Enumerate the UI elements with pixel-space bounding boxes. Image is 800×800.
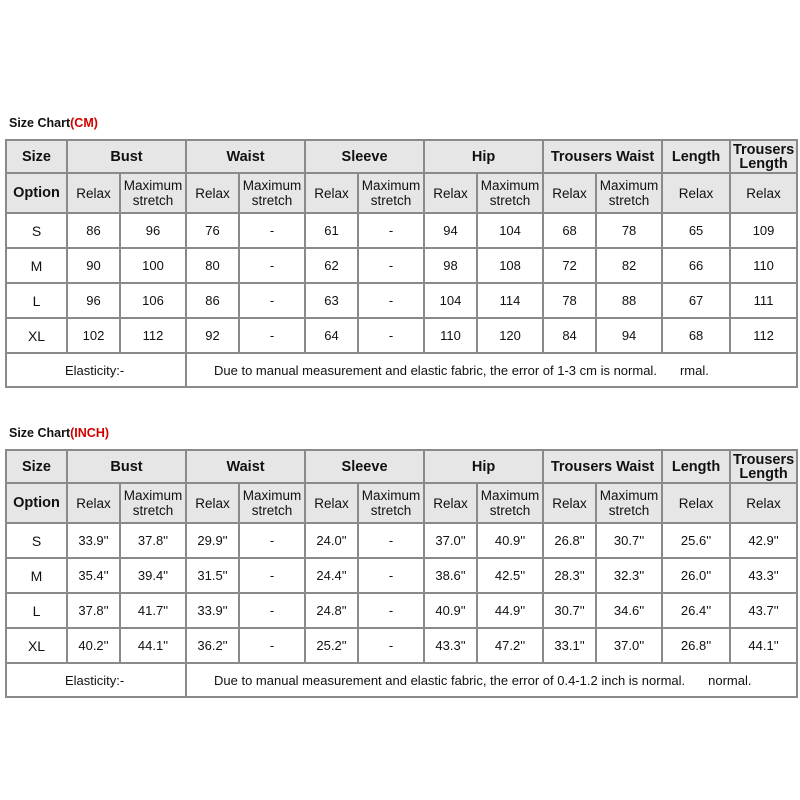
value-cell: - bbox=[358, 628, 424, 663]
sub-header: Relax bbox=[543, 173, 596, 213]
table-row bbox=[6, 318, 797, 353]
footer-note bbox=[186, 353, 797, 387]
size-header: Size bbox=[6, 450, 67, 483]
group-header: Trousers Length bbox=[730, 450, 797, 483]
group-header: Bust bbox=[67, 450, 186, 483]
sub-header: Relax bbox=[186, 483, 239, 523]
value-cell: 38.6'' bbox=[424, 558, 477, 593]
value-cell: 42.5'' bbox=[477, 558, 543, 593]
option-header: Option bbox=[6, 173, 67, 213]
value-cell: 44.1'' bbox=[120, 628, 186, 663]
value-cell: 84 bbox=[543, 318, 596, 353]
header-row-options bbox=[6, 173, 797, 213]
value-cell: 24.4'' bbox=[305, 558, 358, 593]
footer-note-text: Due to manual measurement and elastic fabric, the error of 0.4-1.2 inch is normal. bbox=[214, 672, 686, 688]
value-cell: 40.2'' bbox=[67, 628, 120, 663]
value-cell: 35.4'' bbox=[67, 558, 120, 593]
size-cell: XL bbox=[6, 318, 67, 353]
value-cell: 110 bbox=[730, 248, 797, 283]
sub-header: Maximum stretch bbox=[239, 483, 305, 523]
sub-header: Relax bbox=[424, 173, 477, 213]
size-cell: S bbox=[6, 523, 67, 558]
table-row bbox=[6, 593, 797, 628]
group-header: Length bbox=[662, 140, 730, 173]
footer-note-tail: normal. bbox=[708, 672, 752, 688]
value-cell: 37.8'' bbox=[67, 593, 120, 628]
value-cell: 94 bbox=[424, 213, 477, 248]
value-cell: 30.7'' bbox=[596, 523, 662, 558]
sub-header: Relax bbox=[305, 173, 358, 213]
value-cell: 33.9'' bbox=[186, 593, 239, 628]
value-cell: - bbox=[239, 318, 305, 353]
sub-header: Relax bbox=[543, 483, 596, 523]
group-header: Waist bbox=[186, 140, 305, 173]
group-header: Sleeve bbox=[305, 140, 424, 173]
value-cell: 110 bbox=[424, 318, 477, 353]
sub-header: Relax bbox=[730, 173, 797, 213]
chart-title bbox=[9, 116, 98, 130]
value-cell: 82 bbox=[596, 248, 662, 283]
value-cell: - bbox=[239, 628, 305, 663]
footer-note bbox=[186, 663, 797, 697]
table-row bbox=[6, 213, 797, 248]
size-cell: M bbox=[6, 248, 67, 283]
value-cell: - bbox=[358, 213, 424, 248]
value-cell: - bbox=[358, 593, 424, 628]
group-header: Trousers Waist bbox=[543, 450, 662, 483]
value-cell: 114 bbox=[477, 283, 543, 318]
size-header: Size bbox=[6, 140, 67, 173]
group-header: Trousers Length bbox=[730, 140, 797, 173]
value-cell: 33.1'' bbox=[543, 628, 596, 663]
sub-header: Maximum stretch bbox=[358, 173, 424, 213]
sub-header: Maximum stretch bbox=[477, 483, 543, 523]
value-cell: 43.3'' bbox=[424, 628, 477, 663]
value-cell: - bbox=[239, 248, 305, 283]
value-cell: 78 bbox=[596, 213, 662, 248]
header-row-options bbox=[6, 483, 797, 523]
chart-title-unit: (INCH) bbox=[70, 426, 110, 440]
group-header: Length bbox=[662, 450, 730, 483]
value-cell: 102 bbox=[67, 318, 120, 353]
value-cell: 78 bbox=[543, 283, 596, 318]
size-cell: S bbox=[6, 213, 67, 248]
value-cell: 31.5'' bbox=[186, 558, 239, 593]
value-cell: 90 bbox=[67, 248, 120, 283]
value-cell: 28.3'' bbox=[543, 558, 596, 593]
value-cell: 65 bbox=[662, 213, 730, 248]
table-row bbox=[6, 523, 797, 558]
value-cell: - bbox=[239, 213, 305, 248]
footer-row bbox=[6, 663, 797, 697]
chart-title-prefix: Size Chart bbox=[9, 116, 71, 130]
value-cell: 44.1'' bbox=[730, 628, 797, 663]
value-cell: 30.7'' bbox=[543, 593, 596, 628]
value-cell: 86 bbox=[186, 283, 239, 318]
value-cell: 25.2'' bbox=[305, 628, 358, 663]
value-cell: 34.6'' bbox=[596, 593, 662, 628]
value-cell: 92 bbox=[186, 318, 239, 353]
value-cell: 68 bbox=[662, 318, 730, 353]
value-cell: 32.3'' bbox=[596, 558, 662, 593]
size-table bbox=[5, 139, 798, 388]
value-cell: 104 bbox=[477, 213, 543, 248]
value-cell: 108 bbox=[477, 248, 543, 283]
value-cell: 66 bbox=[662, 248, 730, 283]
sub-header: Maximum stretch bbox=[120, 483, 186, 523]
value-cell: 109 bbox=[730, 213, 797, 248]
footer-note-text: Due to manual measurement and elastic fabric, the error of 1-3 cm is normal. bbox=[214, 362, 657, 378]
value-cell: 40.9'' bbox=[477, 523, 543, 558]
value-cell: 112 bbox=[120, 318, 186, 353]
group-header: Waist bbox=[186, 450, 305, 483]
value-cell: 26.0'' bbox=[662, 558, 730, 593]
sub-header: Relax bbox=[67, 483, 120, 523]
value-cell: 64 bbox=[305, 318, 358, 353]
chart-title-unit: (CM) bbox=[70, 116, 98, 130]
value-cell: 37.0'' bbox=[596, 628, 662, 663]
value-cell: 43.7'' bbox=[730, 593, 797, 628]
elasticity-label: Elasticity:- bbox=[6, 353, 186, 387]
value-cell: 72 bbox=[543, 248, 596, 283]
option-header: Option bbox=[6, 483, 67, 523]
value-cell: 61 bbox=[305, 213, 358, 248]
value-cell: 80 bbox=[186, 248, 239, 283]
value-cell: 98 bbox=[424, 248, 477, 283]
value-cell: 41.7'' bbox=[120, 593, 186, 628]
sub-header: Relax bbox=[67, 173, 120, 213]
value-cell: 40.9'' bbox=[424, 593, 477, 628]
value-cell: - bbox=[239, 558, 305, 593]
elasticity-label: Elasticity:- bbox=[6, 663, 186, 697]
value-cell: - bbox=[239, 593, 305, 628]
sub-header: Maximum stretch bbox=[596, 483, 662, 523]
chart-title bbox=[9, 426, 109, 440]
value-cell: 94 bbox=[596, 318, 662, 353]
value-cell: 62 bbox=[305, 248, 358, 283]
footer-note-tail: rmal. bbox=[679, 362, 709, 378]
size-cell: M bbox=[6, 558, 67, 593]
value-cell: 44.9'' bbox=[477, 593, 543, 628]
size-cell: XL bbox=[6, 628, 67, 663]
value-cell: 96 bbox=[67, 283, 120, 318]
value-cell: 24.0'' bbox=[305, 523, 358, 558]
table-row bbox=[6, 628, 797, 663]
table-row bbox=[6, 248, 797, 283]
sub-header: Relax bbox=[730, 483, 797, 523]
size-cell: L bbox=[6, 593, 67, 628]
sub-header: Maximum stretch bbox=[239, 173, 305, 213]
value-cell: - bbox=[239, 283, 305, 318]
sub-header: Relax bbox=[662, 483, 730, 523]
sub-header: Maximum stretch bbox=[477, 173, 543, 213]
value-cell: 37.8'' bbox=[120, 523, 186, 558]
value-cell: 29.9'' bbox=[186, 523, 239, 558]
sub-header: Relax bbox=[305, 483, 358, 523]
value-cell: 26.4'' bbox=[662, 593, 730, 628]
header-row-groups bbox=[6, 140, 797, 173]
value-cell: 120 bbox=[477, 318, 543, 353]
value-cell: 39.4'' bbox=[120, 558, 186, 593]
group-header: Bust bbox=[67, 140, 186, 173]
value-cell: 100 bbox=[120, 248, 186, 283]
footer-row bbox=[6, 353, 797, 387]
value-cell: - bbox=[358, 248, 424, 283]
value-cell: - bbox=[358, 283, 424, 318]
header-row-groups bbox=[6, 450, 797, 483]
value-cell: 37.0'' bbox=[424, 523, 477, 558]
chart-title-prefix: Size Chart bbox=[9, 426, 71, 440]
sub-header: Relax bbox=[662, 173, 730, 213]
group-header: Trousers Waist bbox=[543, 140, 662, 173]
group-header: Hip bbox=[424, 140, 543, 173]
value-cell: 47.2'' bbox=[477, 628, 543, 663]
value-cell: 63 bbox=[305, 283, 358, 318]
group-header: Sleeve bbox=[305, 450, 424, 483]
value-cell: - bbox=[239, 523, 305, 558]
table-row bbox=[6, 558, 797, 593]
value-cell: - bbox=[358, 523, 424, 558]
table-row bbox=[6, 283, 797, 318]
value-cell: 42.9'' bbox=[730, 523, 797, 558]
value-cell: 88 bbox=[596, 283, 662, 318]
sub-header: Maximum stretch bbox=[120, 173, 186, 213]
value-cell: 106 bbox=[120, 283, 186, 318]
value-cell: 76 bbox=[186, 213, 239, 248]
value-cell: - bbox=[358, 318, 424, 353]
sub-header: Maximum stretch bbox=[596, 173, 662, 213]
value-cell: - bbox=[358, 558, 424, 593]
value-cell: 104 bbox=[424, 283, 477, 318]
value-cell: 112 bbox=[730, 318, 797, 353]
sub-header: Maximum stretch bbox=[358, 483, 424, 523]
sub-header: Relax bbox=[186, 173, 239, 213]
size-cell: L bbox=[6, 283, 67, 318]
sub-header: Relax bbox=[424, 483, 477, 523]
value-cell: 36.2'' bbox=[186, 628, 239, 663]
value-cell: 24.8'' bbox=[305, 593, 358, 628]
value-cell: 68 bbox=[543, 213, 596, 248]
value-cell: 26.8'' bbox=[543, 523, 596, 558]
value-cell: 111 bbox=[730, 283, 797, 318]
value-cell: 86 bbox=[67, 213, 120, 248]
value-cell: 43.3'' bbox=[730, 558, 797, 593]
group-header: Hip bbox=[424, 450, 543, 483]
value-cell: 26.8'' bbox=[662, 628, 730, 663]
size-table bbox=[5, 449, 798, 698]
value-cell: 33.9'' bbox=[67, 523, 120, 558]
value-cell: 96 bbox=[120, 213, 186, 248]
value-cell: 67 bbox=[662, 283, 730, 318]
value-cell: 25.6'' bbox=[662, 523, 730, 558]
